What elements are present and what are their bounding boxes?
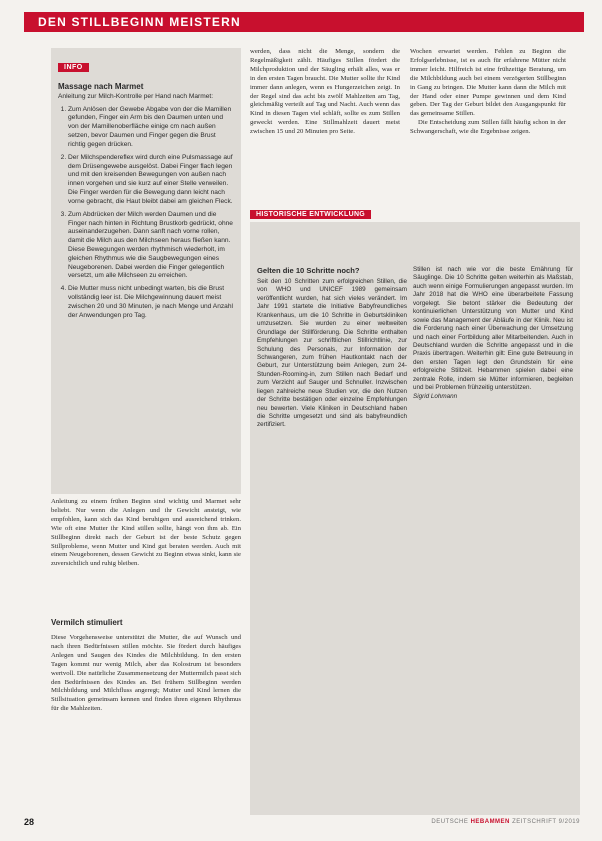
info-intro: Anleitung zur Milch-Kontrolle per Hand nach Marmet: xyxy=(58,93,214,100)
info-tag: INFO xyxy=(58,63,89,72)
body-text-col3 xyxy=(410,48,566,218)
paragraph: werden, dass nicht die Menge, sondern die Regelmäßigkeit zählt. Häufiges Stillen fördert die Milchproduktion und der Säugling erhält alles, was er in den ersten Tagen braucht. Die Mutter sollte ihr Kind immer dann anlegen, wenn es Hungerzeichen zeigt. In der Regel sind das acht bis zwölf Mahlzeiten am Tag, gleichmäßig verteilt auf Tag und Nacht. Auch wenn das Kind in diesen Tagen viel schläft, sollte es zum Stillen geweckt werden. Eine Stillmahlzeit dauert meist zwischen 15 und 20 Minuten pro Seite. xyxy=(250,48,400,136)
paragraph: Stillen ist nach wie vor die beste Ernährung für Säuglinge. Die 10 Schritte gelten weiterhin als Maßstab, auch wenn einige Formulierungen angepasst wurden. Im Jahr 2018 hat die WHO eine überarbeitete Fassung vorgelegt. Sie betont stärker die Bedeutung der kontinuierlichen Unterstützung von Mutter und Kind sowie das Management der Abläufe in der Klinik. Neu ist die Forderung nach einer Überwachung der Umsetzung und nach einer Fortbildung aller Mitarbeitenden. Auch in Deutschland wurden die Schritte angepasst und in die Praxis übertragen. Weiterhin gilt: Eine gute Betreuung in den ersten Tagen legt den Grundstein für eine erfolgreiche Stillzeit. Hebammen spielen dabei eine zentrale Rolle, indem sie Mütter informieren, begleiten und bei Problemen frühzeitig unterstützen. xyxy=(413,266,573,392)
footer-prefix: DEUTSCHE xyxy=(431,819,469,825)
author-name: Sigrid Lohmann xyxy=(413,392,458,400)
footer-suffix: ZEITSCHRIFT 9/2019 xyxy=(512,819,580,825)
info-step: 1. Zum Anlösen der Gewebe Abgabe von der die Mamillen gefunden, Finger ein Arm bis den Daumen unten und von der Mamillenoberfläche einige cm nach außen setzen, bevor Daumen und Finger gegen die Brust richtig gegen drücken. xyxy=(68,106,234,150)
history-title: Gelten die 10 Schritte noch? xyxy=(257,266,360,275)
footer xyxy=(24,817,580,831)
history-text-col-a xyxy=(257,278,407,808)
section-header: DEN STILLBEGINN MEISTERN xyxy=(24,12,584,32)
info-step: 3. Zum Abdrücken der Milch werden Daumen und die Finger nach hinten in Richtung Brustkorb gedrückt, ohne auseinanderzugehen. Dann sanft nach vorne rollen, damit die Milch aus den Milchseen heraus fließen kann. Diese Bewegungen werden rhythmisch wiederholt, im gleichen Rhythmus wie die Saugbewegungen eines Neugeborenen. Dabei werden die Finger gelegentlich versetzt, um alle Milchseen zu erreichen. xyxy=(68,211,234,282)
paragraph: Die Entscheidung zum Stillen fällt häufig schon in der Schwangerschaft, wie die Ergebnisse zeigen. xyxy=(410,119,566,136)
body-text-col2 xyxy=(250,48,400,210)
page-number: 28 xyxy=(24,817,35,827)
footer-publication xyxy=(431,819,580,825)
body-text-col1-bottom xyxy=(51,634,241,808)
paragraph: Wochen erwartet werden. Fehlen zu Beginn die Erfolgserlebnisse, ist es auch für erfahrene Mütter nicht immer leicht. Hilfreich ist eine frühzeitige Beratung, um die Milchbildung auch bei einem verzögerten Stillbeginn in Gang zu bringen. Die Mutter kann dann die Milch mit der Hand oder einer Pumpe gewinnen und dem Kind geben. Der Tag der Geburt bildet den Ausgangspunkt für das gemeinsame Stillen. xyxy=(410,48,566,118)
info-step: 4. Die Mutter muss nicht unbedingt warten, bis die Brust vollständig leer ist. Die Milchgewinnung dauert meist zwischen 20 und 30 Minuten, je nach Menge und Anzahl der Anwendungen pro Tag. xyxy=(68,285,234,320)
info-title: Massage nach Marmet xyxy=(58,82,144,91)
footer-brand: HEBAMMEN xyxy=(470,819,510,825)
body-text-col1-lower xyxy=(51,498,241,616)
info-step: 2. Der Milchspendereflex wird durch eine Pulsmassage auf dem Drüsengewebe ausgelöst. Dabei Finger flach legen und mit den kreisenden Bewegungen von außen nach innen vorgehen und sie kurz auf einer Stelle verweilen. Die Finger werden für die Bewegung dann leicht nach vorne gebracht, die Haut bleibt dabei am gleichen Fleck. xyxy=(68,154,234,207)
history-text-col-b xyxy=(413,266,573,806)
info-steps-list xyxy=(58,106,234,321)
history-tag: HISTORISCHE ENTWICKLUNG xyxy=(250,210,371,219)
paragraph: Anleitung zu einem frühen Beginn sind wichtig und Marmet sehr beliebt. Nur wenn die Anlegen und ihr Gewicht ansteigt, wie empfohlen, kann sich das Kind beruhigen und ausreichend trinken. Wie oft eine Mutter ihr Kind stillen sollte, hängt von ihm ab. Ein Stillbeginn direkt nach der Geburt ist der beste Schutz gegen Stillprobleme, wenn Mutter und Kind gut beraten werden. Auch mit einem Neugeborenen, dessen Gewicht zu Beginn etwas sinkt, kann sie zuversichtlich und ruhig bleiben. xyxy=(51,498,241,568)
subheading: Vermilch stimuliert xyxy=(51,618,123,627)
info-box xyxy=(51,48,241,494)
paragraph: Diese Vorgehensweise unterstützt die Mutter, die auf Wunsch und nach ihren Bedürfnissen stillen möchte. Sie fördert durch häufiges Anlegen und Saugen des Kindes die Milchbildung. In den ersten Tagen kommt nur wenig Milch, aber das Kolostrum ist besonders wertvoll. Die natürliche Zusammensetzung der Muttermilch passt sich den Bedürfnissen des Kindes an. Bei frühem Stillbeginn werden Milchbildung und Milchfluss angeregt; Mutter und Kind lernen die Stillsituation gemeinsam kennen und finden ihren eigenen Rhythmus für die Mahlzeiten. xyxy=(51,634,241,713)
paragraph: Seit den 10 Schritten zum erfolgreichen Stillen, die von WHO und UNICEF 1989 gemeinsam veröffentlicht wurden, hat sich vieles verändert. Im Jahr 1991 startete die Initiative Babyfreundliches Krankenhaus, um die 10 Schritte in Geburtskliniken umzusetzen. Sie wurden zu einer weltweiten Grundlage der Stillförderung. Die Schritte enthalten Empfehlungen zur schriftlichen Stillrichtlinie, zur Schulung des Personals, zur Information der Schwangeren, zum frühen Hautkontakt nach der Geburt, zur Unterstützung beim Anlegen, zum 24-Stunden-Rooming-in, zum Stillen nach Bedarf und zum Verzicht auf Sauger und Schnuller. Inzwischen liegen zahlreiche neue Studien vor, die den Nutzen der Schritte bestätigen oder einzelne Empfehlungen neu bewerten. Viele Kliniken in Deutschland haben die Schritte umgesetzt und sind als babyfreundlich zertifiziert. xyxy=(257,278,407,429)
